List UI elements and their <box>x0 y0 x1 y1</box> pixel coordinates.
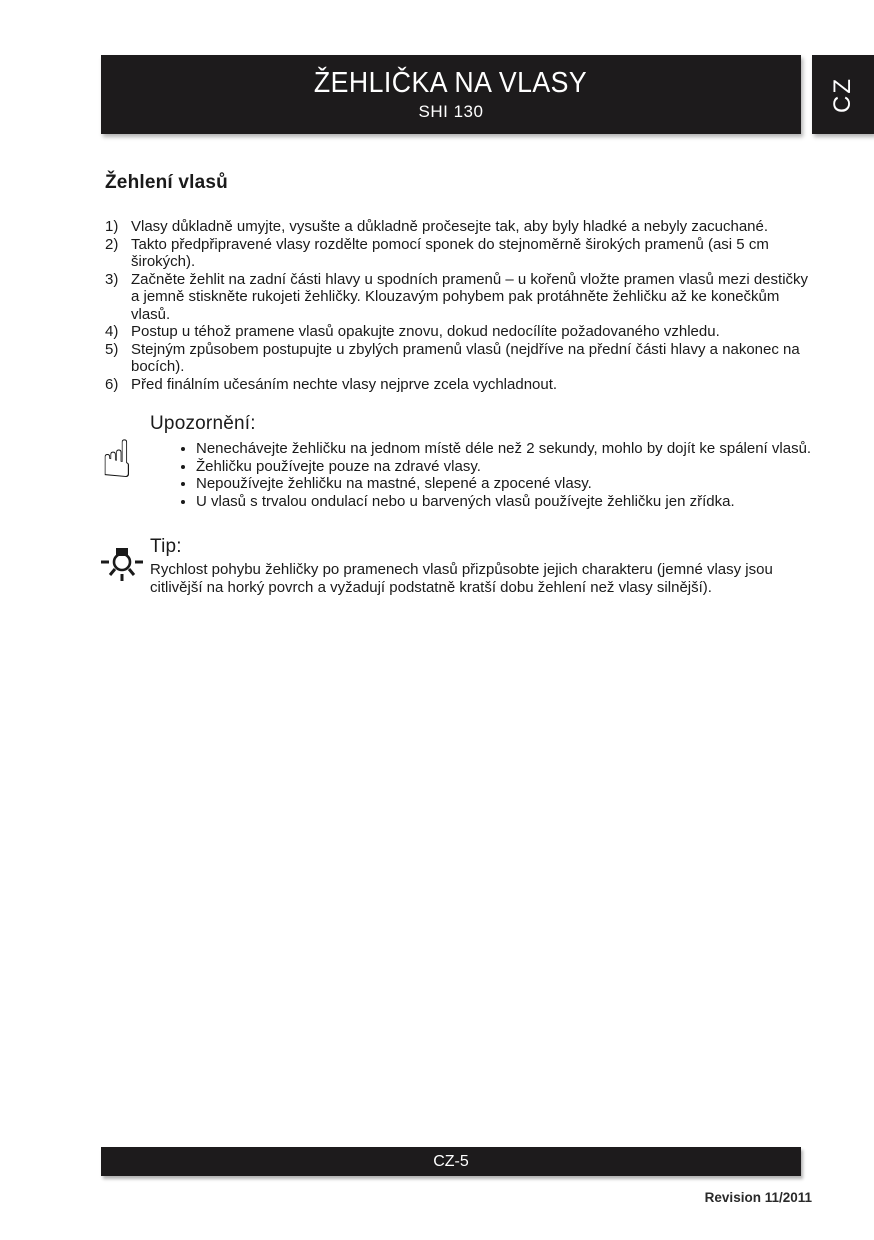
list-item <box>105 341 814 376</box>
list-item-number: 3) <box>105 270 119 288</box>
tip-heading: Tip: <box>150 536 182 557</box>
list-item-number: 1) <box>105 218 119 235</box>
list-item <box>105 271 814 324</box>
list-item <box>105 218 814 236</box>
page-content <box>101 172 814 597</box>
list-item-text: Stejným způsobem postupujte u zbylých pramenů vlasů (nejdříve na přední části hlavy a nakonec na bocích). <box>131 340 800 375</box>
list-item-text: Začněte žehlit na zadní části hlavy u spodních pramenů – u kořenů vložte pramen vlasů mezi destičky a jemně stiskněte rukojeti žehličky. Klouzavým pohybem pak protáhněte žehličku až ke konečkům vlasů. <box>131 270 809 323</box>
language-tab-label: CZ <box>829 76 856 113</box>
list-item-number: 4) <box>105 323 119 340</box>
section-heading: Žehlení vlasů <box>105 172 228 193</box>
list-item <box>105 323 814 341</box>
warning-heading: Upozornění: <box>150 413 256 434</box>
instruction-list <box>105 218 814 393</box>
list-item <box>105 236 814 271</box>
list-item-text: Vlasy důkladně umyjte, vysušte a důkladně pročesejte tak, aby byly hladké a nebyly zacuchané. <box>131 218 769 235</box>
warning-block <box>101 412 814 510</box>
lamp-icon <box>99 543 145 588</box>
list-item-number: 2) <box>105 235 119 253</box>
model-number: SHI 130 <box>418 102 484 121</box>
footer-page-bar <box>101 1147 801 1176</box>
header-banner <box>101 55 801 134</box>
warning-item: • Nepoužívejte žehličku na mastné, slepené a zpocené vlasy. <box>196 475 814 493</box>
warning-item: • Nenechávejte žehličku na jednom místě déle než 2 sekundy, mohlo by dojít ke spálení vlasů. <box>196 440 814 458</box>
list-item-text: Před finálním učesáním nechte vlasy nejprve zcela vychladnout. <box>131 375 558 393</box>
revision-label: Revision 11/2011 <box>704 1190 812 1205</box>
list-item-text: Takto předpřipravené vlasy rozdělte pomocí sponek do stejnoměrně širokých pramenů (asi 5 cm širokých). <box>131 235 769 270</box>
list-item-number: 6) <box>105 375 119 393</box>
pointing-hand-icon: ☝ <box>101 430 133 490</box>
language-tab <box>812 55 874 134</box>
page-number-label: CZ-5 <box>433 1153 469 1170</box>
list-item <box>105 376 814 394</box>
tip-block <box>105 535 814 597</box>
list-item-number: 5) <box>105 340 119 358</box>
tip-text: Rychlost pohybu žehličky po pramenech vlasů přizpůsobte jejich charakteru (jemné vlasy jsou citlivější na horký povrch a vyžadují podstatně kratší dobu žehlení než vlasy silnější). <box>150 561 773 596</box>
warning-list <box>150 440 814 510</box>
page-title: ŽEHLIČKA NA VLASY <box>314 67 588 99</box>
list-item-text: Postup u téhož pramene vlasů opakujte znovu, dokud nedocílíte požadovaného vzhledu. <box>131 323 720 340</box>
warning-item: • U vlasů s trvalou ondulací nebo u barvených vlasů používejte žehličku jen zřídka. <box>196 493 814 511</box>
warning-item: • Žehličku používejte pouze na zdravé vlasy. <box>196 458 814 476</box>
